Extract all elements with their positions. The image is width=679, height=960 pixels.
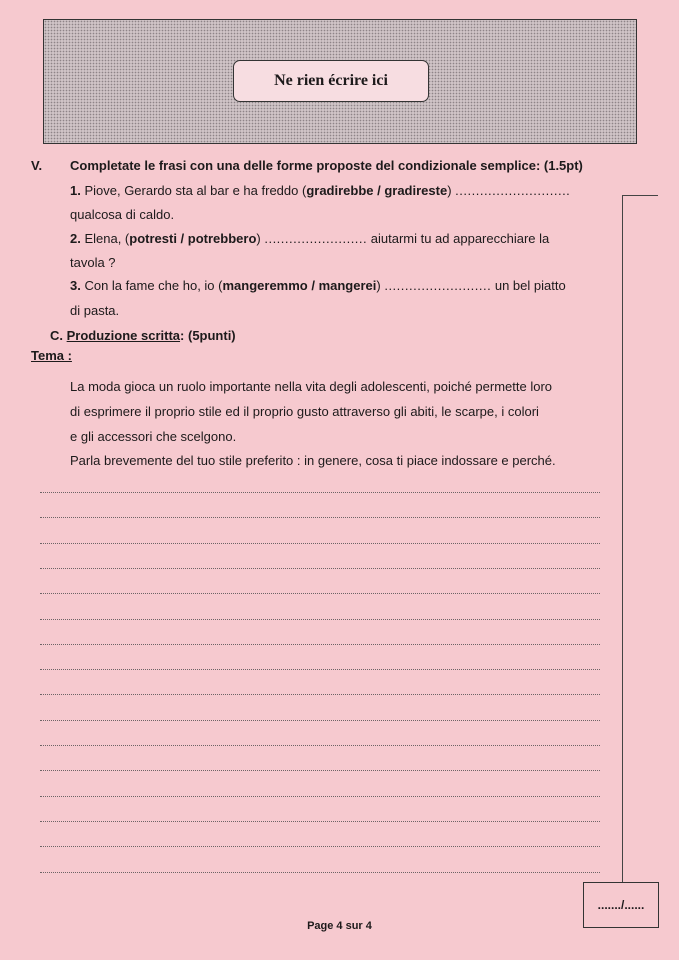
item-number: 2. <box>70 231 81 246</box>
writing-line[interactable] <box>40 745 600 746</box>
page-number: Page 4 sur 4 <box>307 920 372 932</box>
tema-prompt-line: e gli accessori che scelgono. <box>70 429 237 444</box>
tema-prompt-line: Parla brevemente del tuo stile preferito : in genere, cosa ti piace indossare e perché. <box>70 453 556 468</box>
exercise-item-1 <box>70 183 570 199</box>
item-number: 3. <box>70 278 81 293</box>
writing-line[interactable] <box>40 694 600 695</box>
item-text: ) <box>256 231 265 246</box>
score-box[interactable]: ......./...... <box>583 882 659 928</box>
writing-line[interactable] <box>40 796 600 797</box>
tema-prompt-line: di esprimere il proprio stile ed il proprio gusto attraverso gli abiti, le scarpe, i colori <box>70 404 539 419</box>
writing-line[interactable] <box>40 593 600 594</box>
item-text: ) <box>447 183 456 198</box>
writing-line[interactable] <box>40 568 600 569</box>
exercise-item-2 <box>70 231 549 247</box>
section-v-number: V. <box>31 158 43 173</box>
exercise-item-3 <box>70 278 566 294</box>
tema-prompt-line: La moda gioca un ruolo importante nella vita degli adolescenti, poiché permette loro <box>70 379 553 394</box>
no-write-zone <box>43 19 637 144</box>
item-text: ) <box>376 278 385 293</box>
writing-line[interactable] <box>40 846 600 847</box>
writing-line[interactable] <box>40 492 600 493</box>
section-c-points: : (5punti) <box>180 328 236 343</box>
answer-blank[interactable]: ......................... <box>264 231 368 246</box>
item-options: mangeremmo / mangerei <box>222 278 377 293</box>
item-3-continuation: di pasta. <box>70 303 120 318</box>
item-text: Con la fame che ho, io ( <box>80 278 223 293</box>
item-text: Piove, Gerardo sta al bar e ha freddo ( <box>80 183 307 198</box>
no-write-label: Ne rien écrire ici <box>233 60 429 102</box>
writing-line[interactable] <box>40 669 600 670</box>
writing-line[interactable] <box>40 517 600 518</box>
item-number: 1. <box>70 183 81 198</box>
section-c-prefix: C. <box>50 328 63 343</box>
answer-blank[interactable]: .......................... <box>384 278 492 293</box>
item-options: potresti / potrebbero <box>129 231 257 246</box>
writing-line[interactable] <box>40 619 600 620</box>
marking-column <box>622 195 658 907</box>
writing-line[interactable] <box>40 872 600 873</box>
writing-line[interactable] <box>40 770 600 771</box>
writing-line[interactable] <box>40 543 600 544</box>
writing-line[interactable] <box>40 720 600 721</box>
section-c-title: Produzione scritta <box>66 328 181 343</box>
writing-line[interactable] <box>40 821 600 822</box>
writing-line[interactable] <box>40 644 600 645</box>
item-text: Elena, ( <box>80 231 130 246</box>
section-v-title: Completate le frasi con una delle forme proposte del condizionale semplice: (1.5pt) <box>70 158 583 173</box>
item-2-continuation: tavola ? <box>70 255 116 270</box>
item-text: aiutarmi tu ad apparecchiare la <box>367 231 550 246</box>
item-1-continuation: qualcosa di caldo. <box>70 207 175 222</box>
item-text: un bel piatto <box>491 278 566 293</box>
tema-label: Tema : <box>31 348 72 363</box>
item-options: gradirebbe / gradireste <box>306 183 448 198</box>
section-c-heading <box>50 328 236 344</box>
answer-blank[interactable]: ............................ <box>455 183 571 198</box>
